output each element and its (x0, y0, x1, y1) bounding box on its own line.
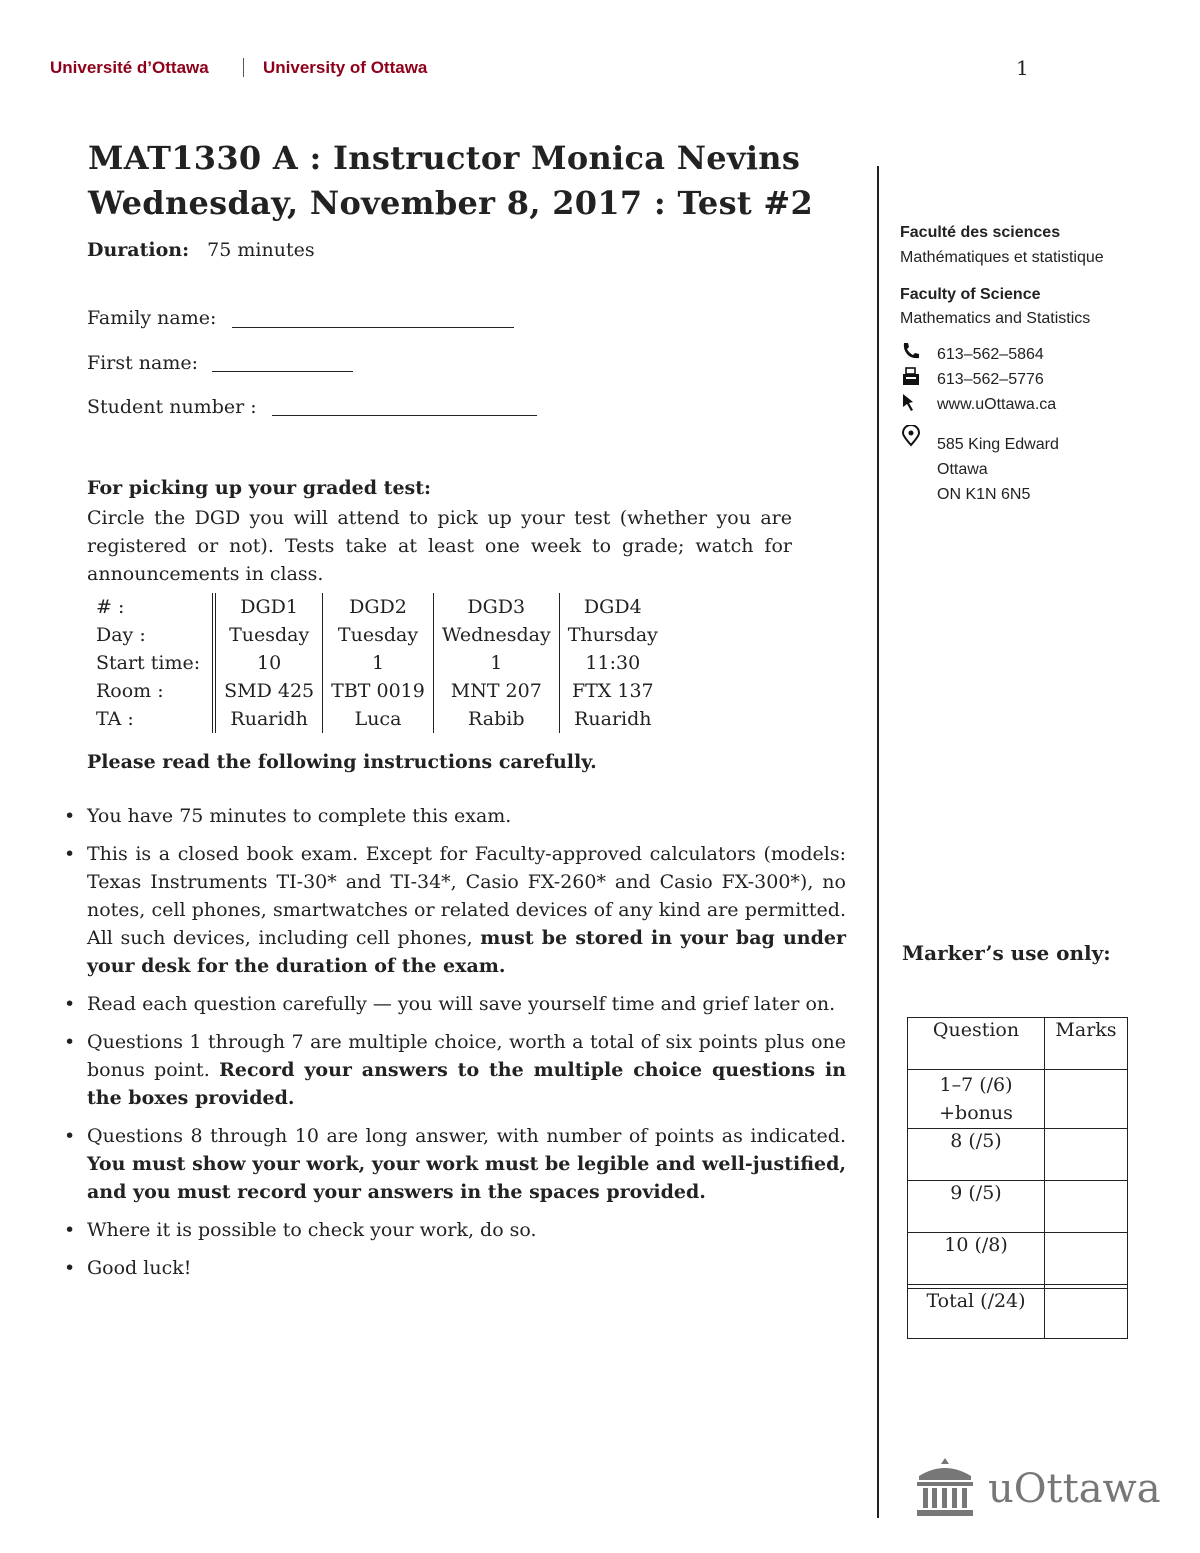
page-number: 1 (1016, 56, 1029, 80)
instruction-text: You have 75 minutes to complete this exam. (87, 805, 512, 827)
instruction-item (60, 1028, 846, 1112)
marks-row-mc-label: 1–7 (/6) (939, 1074, 1013, 1096)
marks-row-total: Total (/24) (908, 1289, 1045, 1339)
pickup-text: Circle the DGD you will attend to pick up your test (whether you are registered or not). Tests take at least one week to grade; watch for announcements in class. (87, 507, 792, 585)
address-line-1: 585 King Edward (937, 436, 1059, 453)
dgd-row-label: TA : (96, 708, 134, 730)
marks-cell-q9[interactable] (1045, 1181, 1128, 1233)
dgd-row-label: # : (96, 596, 125, 618)
dgd-row (88, 705, 666, 733)
family-name-field[interactable] (232, 327, 514, 328)
uottawa-building-icon (915, 1456, 975, 1518)
instructions-list (60, 802, 846, 1292)
dgd-table (88, 593, 666, 733)
bullet-icon: • (64, 993, 76, 1015)
dgd-cell: SMD 425 (214, 677, 323, 705)
instruction-text: Questions 1 through 7 are multiple choice, worth a total of six points plus one bonus point. (87, 1031, 846, 1081)
dgd-cell: TBT 0019 (323, 677, 434, 705)
dgd-row (88, 677, 666, 705)
dgd-cell: 10 (214, 649, 323, 677)
marks-header-marks: Marks (1045, 1018, 1128, 1070)
instruction-item (60, 1216, 846, 1244)
dgd-cell: MNT 207 (433, 677, 559, 705)
dgd-cell[interactable]: DGD3 (433, 593, 559, 621)
phone-icon (900, 340, 922, 362)
instruction-emphasis: Record your answers to the multiple choice questions in the boxes provided. (87, 1059, 847, 1109)
dgd-cell[interactable]: DGD2 (323, 593, 434, 621)
dgd-row-label: Start time: (96, 652, 201, 674)
student-number-field[interactable] (272, 415, 537, 416)
marks-row-q8: 8 (/5) (908, 1129, 1045, 1181)
instruction-text: This is a closed book exam. Except for Faculty-approved calculators (models: Texas Instruments TI-30* and TI-34*, Casio FX-260* and Casio FX-300*), no notes, cell phones, smartwatches or related devices of any kind are permitted. All such devices, including cell phones, (87, 843, 846, 949)
marks-row-q10: 10 (/8) (908, 1233, 1045, 1285)
bullet-icon: • (64, 1031, 76, 1053)
title-test: Wednesday, November 8, 2017 : Test #2 (88, 184, 814, 222)
bullet-icon: • (64, 805, 76, 827)
student-number-label: Student number : (87, 396, 257, 418)
dgd-cell: FTX 137 (559, 677, 666, 705)
first-name-label: First name: (87, 352, 198, 374)
pickup-heading: For picking up your graded test: (87, 477, 432, 499)
dgd-cell: Ruaridh (559, 705, 666, 733)
address (937, 432, 1059, 507)
instruction-emphasis: must be stored in your bag under your desk for the duration of the exam. (87, 927, 846, 977)
header-separator (243, 58, 244, 77)
marks-cell-q8[interactable] (1045, 1129, 1128, 1181)
address-line-3: ON K1N 6N5 (937, 486, 1031, 503)
instruction-item (60, 1254, 846, 1282)
dgd-cell: Rabib (433, 705, 559, 733)
marks-row-bonus-label: +bonus (939, 1102, 1013, 1124)
address-line-2: Ottawa (937, 461, 988, 478)
dgd-row-label: Day : (96, 624, 146, 646)
title-course: MAT1330 A : Instructor Monica Nevins (88, 139, 801, 177)
instruction-text: Where it is possible to check your work, do so. (87, 1219, 537, 1241)
location-pin-icon (900, 425, 922, 447)
dgd-cell: Thursday (559, 621, 666, 649)
department-fr: Mathématiques et statistique (900, 249, 1104, 266)
bullet-icon: • (64, 843, 76, 865)
dgd-cell: Luca (323, 705, 434, 733)
instruction-item (60, 1122, 846, 1206)
column-divider (877, 166, 879, 1518)
instruction-item (60, 990, 846, 1018)
marks-header-question: Question (908, 1018, 1045, 1070)
bullet-icon: • (64, 1257, 76, 1279)
uottawa-logo-text: uOttawa (988, 1466, 1161, 1512)
faculty-en: Faculty of Science (900, 286, 1041, 303)
marks-cell-q10[interactable] (1045, 1233, 1128, 1285)
first-name-field[interactable] (212, 371, 353, 372)
marks-row-q9: 9 (/5) (908, 1181, 1045, 1233)
dgd-row (88, 621, 666, 649)
dgd-cell: Ruaridh (214, 705, 323, 733)
instruction-emphasis: You must show your work, your work must be legible and well-justified, and you must record your answers in the spaces provided. (87, 1153, 846, 1203)
dgd-row (88, 593, 666, 621)
cursor-icon (900, 392, 922, 414)
dgd-cell[interactable]: DGD4 (559, 593, 666, 621)
fax-icon (900, 366, 922, 388)
header-university-fr: Université d’Ottawa (50, 58, 209, 77)
marks-table (907, 1017, 1128, 1339)
dgd-cell: Wednesday (433, 621, 559, 649)
phone-number: 613–562–5864 (937, 346, 1044, 363)
dgd-cell: 1 (433, 649, 559, 677)
header-university-en: University of Ottawa (263, 58, 428, 77)
dgd-cell[interactable]: DGD1 (214, 593, 323, 621)
duration-label: Duration: (87, 239, 190, 261)
bullet-icon: • (64, 1219, 76, 1241)
fax-number: 613–562–5776 (937, 371, 1044, 388)
website[interactable]: www.uOttawa.ca (937, 396, 1057, 413)
marks-cell-mc[interactable] (1045, 1070, 1128, 1129)
dgd-cell: Tuesday (214, 621, 323, 649)
instruction-item (60, 802, 846, 830)
dgd-row (88, 649, 666, 677)
family-name-label: Family name: (87, 307, 217, 329)
instruction-text: Questions 8 through 10 are long answer, with number of points as indicated. (87, 1125, 846, 1147)
duration-value: 75 minutes (207, 239, 315, 261)
instruction-text: Read each question carefully — you will save yourself time and grief later on. (87, 993, 836, 1015)
dgd-cell: 11:30 (559, 649, 666, 677)
duration (87, 239, 315, 261)
instruction-item (60, 840, 846, 980)
instruction-text: Good luck! (87, 1257, 192, 1279)
markers-use-title: Marker’s use only: (902, 941, 1111, 965)
instructions-heading: Please read the following instructions carefully. (87, 751, 597, 773)
dgd-row-label: Room : (96, 680, 164, 702)
department-en: Mathematics and Statistics (900, 310, 1091, 327)
marks-row-mc (908, 1070, 1045, 1129)
dgd-cell: 1 (323, 649, 434, 677)
faculty-fr: Faculté des sciences (900, 224, 1061, 241)
marks-cell-total[interactable] (1045, 1289, 1128, 1339)
dgd-cell: Tuesday (323, 621, 434, 649)
bullet-icon: • (64, 1125, 76, 1147)
